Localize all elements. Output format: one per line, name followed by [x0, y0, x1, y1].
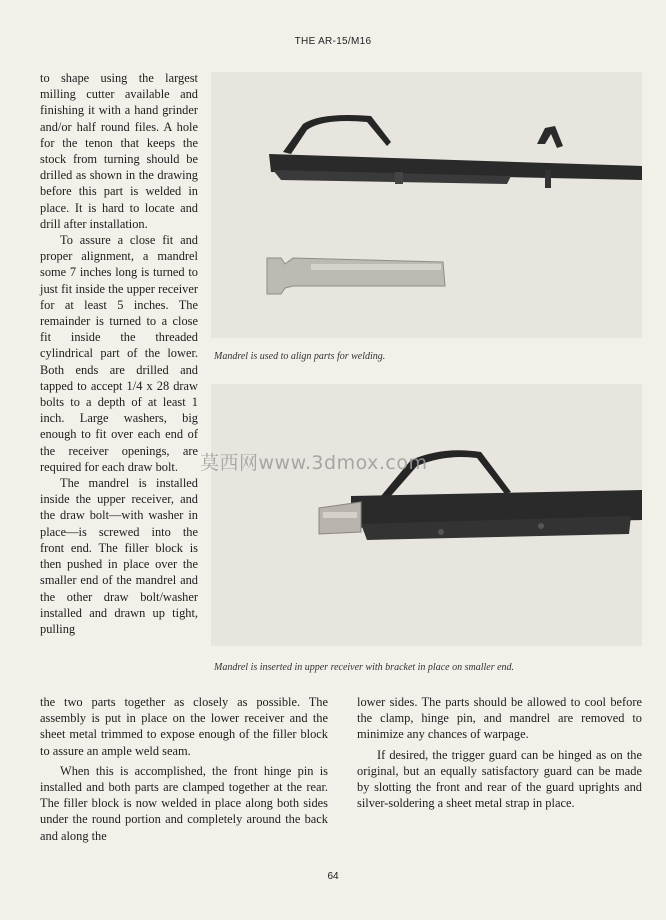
paragraph: To assure a close fit and proper alignment, a mandrel some 7 inches long is turned to just fit inside the upper receiver for at least 5 inches. The remainder is turned to a close fit inside the threaded cylindrical part of the lower. Both ends are drilled and tapped to accept 1/4 x 28 draw bolts to a depth of at least 1 inch. Large washers, big enough to fit over each end of the receiver openings, are required for each draw bolt. — [40, 233, 198, 474]
paragraph: lower sides. The parts should be allowed to cool before the clamp, hinge pin, and mandrel are removed to minimize any chances of warpage. — [357, 695, 642, 742]
bottom-left-column — [40, 694, 328, 844]
paragraph: If desired, the trigger guard can be hinged as on the original, but an equally satisfactory guard can be made by slotting the front and rear of the guard uprights and silver-soldering a sheet metal strap in place. — [357, 747, 642, 811]
figure-caption: Mandrel is used to align parts for welding. — [214, 351, 386, 362]
paragraph: The mandrel is installed inside the upper receiver, and the draw bolt—with washer in place—is screwed into the front end. The filler block is then pushed in place over the smaller end of the mandrel and the other draw bolt/washer installed and drawn up tight, pulling — [40, 476, 198, 636]
watermark: 莫西网www.3dmox.com — [200, 452, 428, 474]
bottom-right-column — [357, 694, 642, 811]
paragraph: the two parts together as closely as possible. The assembly is put in place on the lower receiver and the sheet metal trimmed to expose enough of the filler block to assure an ample weld seam. — [40, 695, 328, 758]
paragraph: to shape using the largest milling cutter available and finishing it with a hand grinder and/or half round files. A hole for the tenon that keeps the stock from turning should be drilled as shown in the drawing before this part is welded in place. It is hard to locate and drill after installation. — [40, 71, 198, 231]
paragraph: When this is accomplished, the front hinge pin is installed and both parts are clamped together at the rear. The filler block is now welded in place along both sides under the round portion and completely around the back and along the — [40, 763, 328, 843]
page-number: 64 — [327, 871, 339, 882]
photo-mandrel-and-receiver — [211, 72, 642, 338]
running-head: THE AR-15/M16 — [294, 36, 372, 47]
photo-mandrel-inserted — [211, 384, 642, 646]
figure-caption: Mandrel is inserted in upper receiver with bracket in place on smaller end. — [214, 662, 515, 673]
photo-illustration — [211, 384, 642, 646]
photo-illustration — [211, 72, 642, 338]
left-text-column — [40, 70, 198, 637]
